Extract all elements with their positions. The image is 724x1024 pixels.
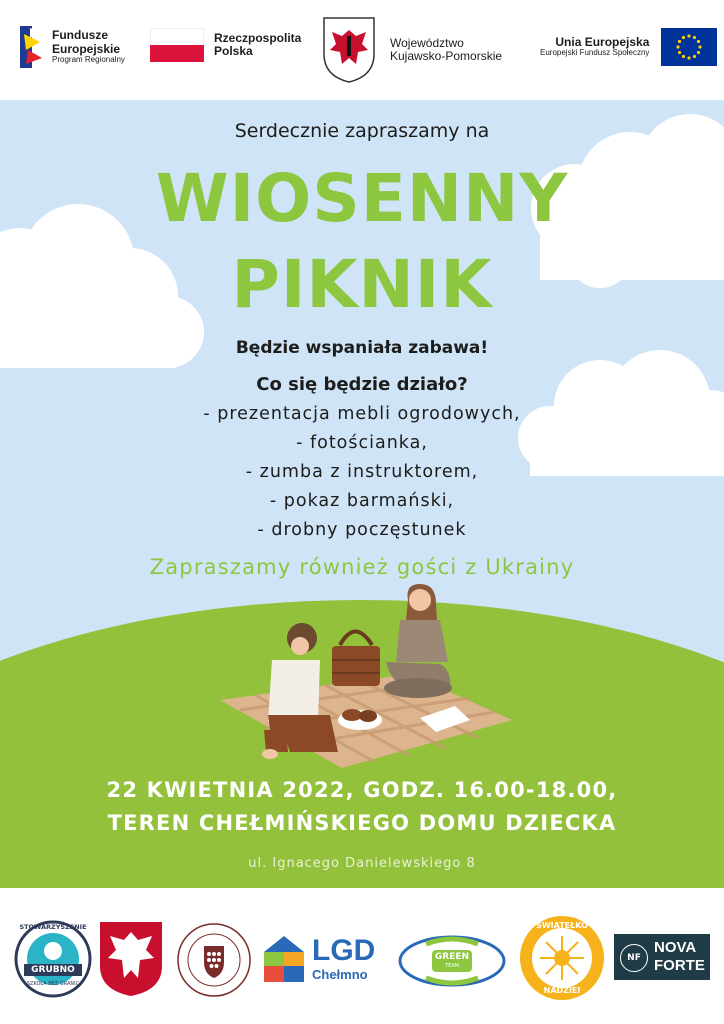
swiatelko-line1: ŚWIATEŁKO	[536, 921, 588, 930]
activity-item: - fotościanka,	[296, 433, 428, 453]
activity-item: - zumba z instruktorem,	[245, 462, 479, 482]
ue-line2: Europejski Fundusz Społeczny	[540, 48, 650, 58]
event-date: 22 KWIETNIA 2022, GODZ. 16.00-18.00,	[106, 778, 618, 802]
rzeczpospolita-logo	[150, 28, 301, 62]
fundusze-europejskie-icon	[18, 24, 44, 70]
partner-logos-bar	[0, 888, 724, 1024]
nf-line2: FORTE	[654, 957, 705, 974]
fun-text: Będzie wspaniała zabawa!	[235, 338, 489, 358]
grubno-line3: SZKOŁA BEZ GRANIC	[26, 981, 80, 987]
school-seal	[176, 922, 252, 1002]
lgd-house-icon	[262, 934, 306, 984]
grubno-line1: STOWARZYSZENIE	[19, 923, 87, 931]
poster-background	[0, 100, 724, 888]
lgd-line2: Chełmno	[312, 967, 368, 982]
activities-list	[0, 400, 724, 545]
activity-item: - prezentacja mebli ogrodowych,	[203, 404, 521, 424]
coat-of-arms-icon	[322, 16, 376, 84]
activities-heading: Co się będzie działo?	[256, 374, 468, 395]
activity-item: - drobny poczęstunek	[257, 520, 467, 540]
fe-line3: Program Regionalny	[52, 54, 125, 64]
fe-line1: Fundusze	[52, 28, 108, 43]
seal-icon	[176, 922, 252, 998]
lgd-line1: LGD	[312, 934, 376, 967]
grubno-logo	[14, 920, 92, 998]
rp-line1: Rzeczpospolita	[214, 30, 302, 45]
swiatelko-line2: NADZIEI	[543, 986, 581, 995]
swiatelko-nadziei-logo	[518, 914, 606, 1002]
event-address: ul. Ignacego Danielewskiego 8	[248, 856, 476, 871]
wojewodztwo-logo	[322, 16, 502, 84]
ukraine-invitation: Zapraszamy również gości z Ukrainy	[149, 555, 575, 579]
invitation-text: Serdecznie zapraszamy na	[234, 120, 490, 142]
nf-badge: NF	[620, 944, 648, 972]
event-place: TEREN CHEŁMIŃSKIEGO DOMU DZIECKA	[107, 811, 617, 835]
title-line1: WIOSENNY	[155, 160, 569, 237]
eagle-shield-icon	[98, 920, 164, 998]
ue-line1: Unia Europejska	[555, 35, 650, 49]
eu-flag-icon	[661, 28, 717, 66]
green-line2: TEAM	[445, 963, 459, 969]
grubno-line2: GRUBNO	[31, 965, 75, 975]
funding-logos-bar	[0, 0, 724, 100]
lgd-chelmno-logo	[262, 934, 386, 988]
nova-forte-logo	[614, 934, 710, 980]
nf-line1: NOVA	[654, 939, 697, 956]
rp-line2: Polska	[214, 44, 253, 58]
green-team-logo	[396, 932, 508, 990]
woj-line2: Kujawsko-Pomorskie	[390, 49, 503, 63]
chelmno-coat-of-arms	[98, 920, 164, 1002]
polish-flag-icon	[150, 28, 204, 62]
unia-europejska-logo	[540, 28, 717, 66]
title-line2: PIKNIK	[231, 246, 493, 323]
woj-line1: Województwo	[390, 35, 464, 50]
fundusze-europejskie-logo	[18, 24, 125, 70]
green-line1: GREEN	[434, 952, 470, 962]
activity-item: - pokaz barmański,	[269, 491, 455, 511]
fe-line2: Europejskie	[52, 41, 121, 56]
